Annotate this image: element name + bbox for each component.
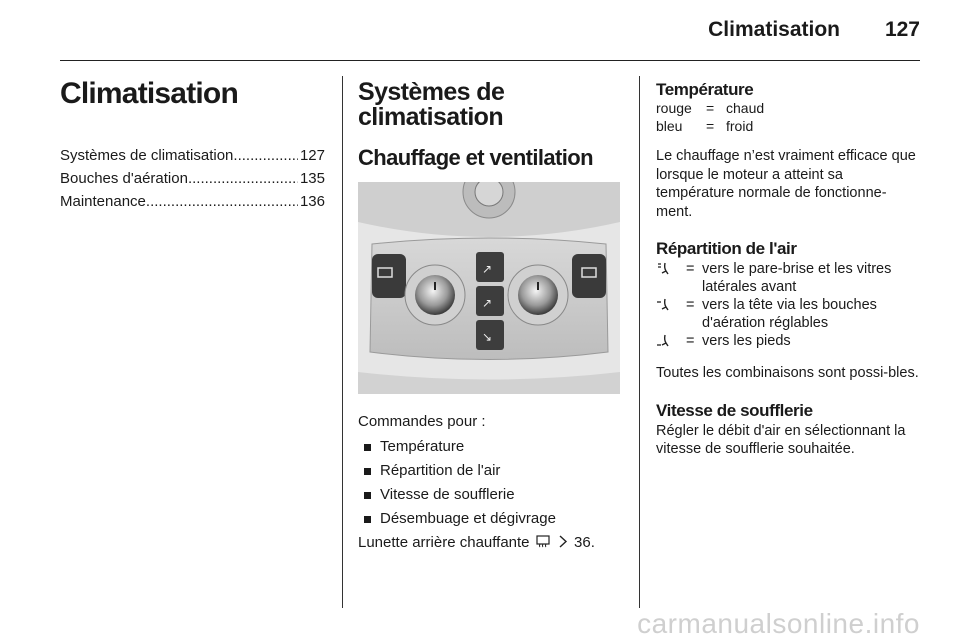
legend-equals: = bbox=[706, 118, 715, 134]
list-item bbox=[358, 484, 624, 505]
rear-defrost-icon bbox=[536, 533, 550, 554]
legend-row bbox=[656, 260, 920, 296]
toc-item[interactable] bbox=[60, 167, 325, 190]
bullet-icon bbox=[364, 460, 374, 481]
toc-leader bbox=[233, 144, 298, 167]
windscreen-vent-icon bbox=[656, 260, 686, 296]
legend-value: froid bbox=[726, 118, 754, 134]
toc-label: Maintenance bbox=[60, 193, 146, 210]
chapter-column bbox=[60, 78, 325, 213]
header-rule bbox=[60, 60, 920, 61]
list-item bbox=[358, 460, 624, 481]
bullet-icon bbox=[364, 508, 374, 529]
air-distribution-title: Répartition de l'air bbox=[656, 239, 797, 258]
table-of-contents bbox=[60, 144, 325, 213]
legend-row bbox=[656, 296, 920, 332]
face-vent-icon bbox=[656, 296, 686, 332]
column-divider-1 bbox=[342, 76, 343, 608]
legend-equals: = bbox=[686, 333, 695, 349]
column-divider-2 bbox=[639, 76, 640, 608]
legend-equals: = bbox=[706, 100, 715, 116]
temperature-title: Température bbox=[656, 80, 754, 99]
controls-list bbox=[358, 436, 624, 529]
details-column bbox=[656, 80, 920, 473]
toc-page: 136 bbox=[299, 193, 325, 210]
rear-window-note bbox=[358, 532, 624, 554]
toc-label: Bouches d'aération bbox=[60, 170, 188, 187]
page-reference-icon[interactable] bbox=[558, 533, 568, 554]
list-item bbox=[358, 508, 624, 529]
feet-vent-icon bbox=[656, 332, 686, 352]
toc-leader bbox=[146, 190, 298, 213]
chapter-title: Climatisation bbox=[60, 77, 238, 110]
list-item-text: Désembuage et dégivrage bbox=[380, 510, 556, 527]
toc-item[interactable] bbox=[60, 190, 325, 213]
watermark: carmanualsonline.info bbox=[637, 608, 920, 639]
legend-key: rouge bbox=[656, 100, 692, 116]
legend-equals: = bbox=[686, 297, 695, 313]
legend-row bbox=[656, 332, 920, 352]
blower-speed-text: Régler le débit d'air en sélectionnant la vitesse de soufflerie souhaitée. bbox=[656, 422, 906, 457]
air-distribution-note: Toutes les combinaisons sont possi-bles. bbox=[656, 365, 919, 381]
toc-label: Systèmes de climatisation bbox=[60, 147, 234, 164]
svg-text:↗: ↗ bbox=[482, 296, 493, 310]
air-distribution-legend bbox=[656, 260, 920, 352]
temperature-note: Le chauffage n’est vraiment efficace que lorsque le moteur a atteint sa température normale de fonctionne-ment. bbox=[656, 148, 916, 220]
rear-window-ref[interactable]: 36. bbox=[574, 534, 595, 551]
toc-page: 127 bbox=[299, 147, 325, 164]
legend-value: chaud bbox=[726, 100, 765, 116]
legend-value: vers le pare-brise et les vitres latérales avant bbox=[702, 261, 892, 295]
section-title: Systèmes de climatisation bbox=[358, 78, 505, 131]
legend-equals: = bbox=[686, 261, 695, 277]
legend-value: vers les pieds bbox=[702, 333, 791, 349]
page-number: 127 bbox=[884, 18, 920, 41]
toc-page: 135 bbox=[299, 170, 325, 187]
legend-value: vers la tête via les bouches d'aération réglables bbox=[702, 297, 877, 331]
bullet-icon bbox=[364, 436, 374, 457]
legend-key: bleu bbox=[656, 118, 683, 134]
legend-row bbox=[656, 99, 920, 117]
svg-text:↗: ↗ bbox=[482, 262, 493, 276]
blower-speed-title: Vitesse de soufflerie bbox=[656, 400, 813, 420]
rear-window-label: Lunette arrière chauffante bbox=[358, 534, 530, 551]
bullet-icon bbox=[364, 484, 374, 505]
toc-leader bbox=[188, 167, 298, 190]
subsection-title: Chauffage et ventilation bbox=[358, 145, 593, 170]
controls-intro: Commandes pour : bbox=[358, 413, 486, 430]
temperature-legend bbox=[656, 99, 920, 135]
list-item-text: Vitesse de soufflerie bbox=[380, 486, 515, 503]
legend-row bbox=[656, 117, 920, 135]
page-header bbox=[60, 0, 920, 60]
running-title: Climatisation bbox=[708, 18, 840, 41]
section-column bbox=[358, 80, 624, 554]
list-item-text: Répartition de l'air bbox=[380, 462, 501, 479]
toc-item[interactable] bbox=[60, 144, 325, 167]
svg-text:↘: ↘ bbox=[482, 330, 493, 344]
list-item bbox=[358, 436, 624, 457]
climate-control-panel-image bbox=[358, 182, 620, 394]
list-item-text: Température bbox=[380, 438, 465, 455]
